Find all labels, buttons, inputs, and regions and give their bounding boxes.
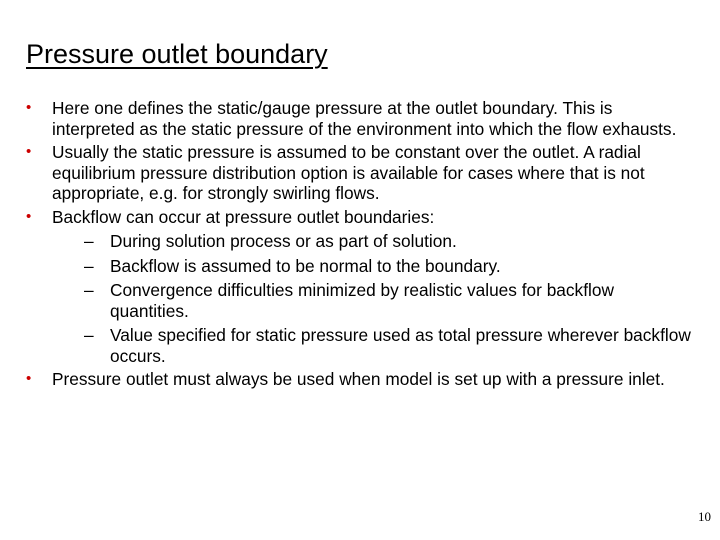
bullet-marker: • (26, 99, 32, 116)
bullet-text: Backflow can occur at pressure outlet boundaries: (52, 206, 435, 227)
bullet-marker: • (26, 207, 32, 225)
bullet-marker: • (26, 143, 32, 160)
bullet-list (26, 98, 696, 393)
page-number: 10 (698, 509, 711, 524)
dash-marker: – (84, 280, 94, 300)
bullet-item (26, 207, 696, 367)
sub-bullet-text: Value specified for static pressure used as total pressure wherever backflow occurs. (110, 325, 691, 366)
bullet-marker: • (26, 370, 32, 387)
sub-bullet-item (52, 280, 696, 321)
bullet-item (26, 369, 696, 390)
sub-bullet-list (52, 231, 696, 366)
dash-marker: – (84, 255, 94, 276)
sub-bullet-item (52, 256, 696, 277)
slide-title: Pressure outlet boundary (26, 39, 328, 69)
sub-bullet-text: During solution process or as part of solution. (110, 231, 457, 251)
bullet-text: Here one defines the static/gauge pressure at the outlet boundary. This is interpreted as the static pressure of the environment into which the flow exhausts. (52, 98, 677, 139)
sub-bullet-item (52, 231, 696, 252)
sub-bullet-text: Backflow is assumed to be normal to the boundary. (110, 255, 501, 276)
bullet-text: Usually the static pressure is assumed to be constant over the outlet. A radial equilibrium pressure distribution option is available for cases where that is not appropriate, e.g. for strongly swirling flows. (52, 142, 645, 203)
dash-marker: – (84, 231, 94, 251)
sub-bullet-text: Convergence difficulties minimized by realistic values for backflow quantities. (110, 280, 614, 321)
bullet-text: Pressure outlet must always be used when model is set up with a pressure inlet. (52, 369, 665, 389)
bullet-item (26, 98, 696, 139)
sub-bullet-item (52, 325, 696, 366)
dash-marker: – (84, 325, 94, 345)
bullet-item (26, 142, 696, 204)
